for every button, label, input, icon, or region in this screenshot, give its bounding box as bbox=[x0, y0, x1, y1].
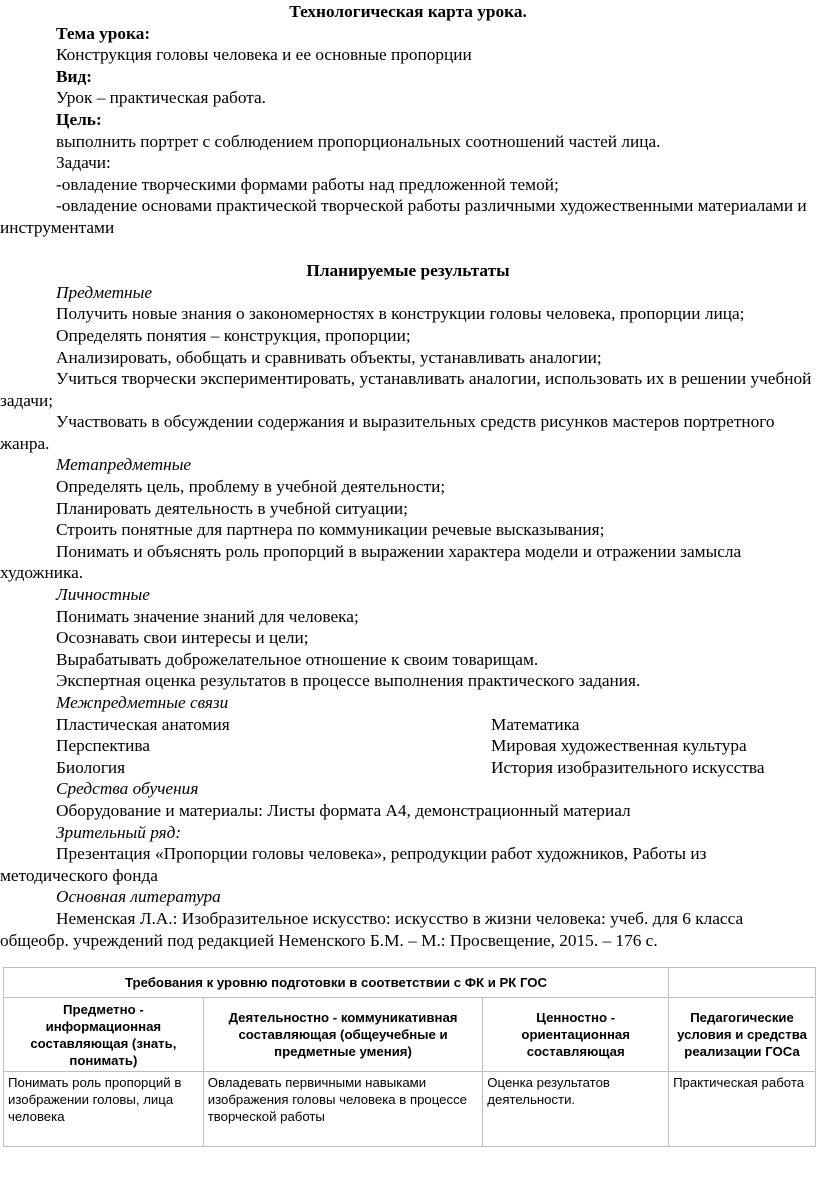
meta-item: Строить понятные для партнера по коммуникации речевые высказывания; bbox=[56, 520, 605, 540]
inter-row bbox=[0, 714, 816, 736]
inter-left-item: Перспектива bbox=[56, 736, 150, 756]
table-cell: Практическая работа bbox=[669, 1072, 816, 1147]
table-header-empty bbox=[669, 968, 816, 998]
subject-item: Определять понятия – конструкция, пропорции; bbox=[56, 325, 411, 345]
means-text: Оборудование и материалы: Листы формата А4, демонстрационный материал bbox=[56, 800, 631, 820]
subject-item: Учиться творчески экспериментировать, устанавливать аналогии, использовать их в решении учебной задачи; bbox=[0, 369, 812, 410]
inter-row bbox=[0, 757, 816, 779]
table-row bbox=[4, 1072, 816, 1147]
subject-item: Участвовать в обсуждении содержания и выразительных средств рисунков мастеров портретного жанра. bbox=[0, 412, 775, 453]
literature-text: Неменская Л.А.: Изобразительное искусство: искусство в жизни человека: учеб. для 6 класса общеобр. учреждений под редакцией Неменского Б.М. – М.: Просвещение, 2015. – 176 с. bbox=[0, 908, 744, 950]
means-label: Средства обучения bbox=[56, 779, 199, 799]
inter-right-item: История изобразительного искусства bbox=[491, 757, 765, 777]
personal-label: Личностные bbox=[56, 585, 150, 605]
document-title: Технологическая карта урока. bbox=[289, 2, 527, 21]
type-text: Урок – практическая работа. bbox=[56, 88, 267, 108]
goal-text: выполнить портрет с соблюдением пропорциональных соотношений частей лица. bbox=[56, 131, 661, 151]
meta-item: Планировать деятельность в учебной ситуации; bbox=[56, 498, 408, 518]
results-title: Планируемые результаты bbox=[306, 261, 510, 281]
subject-item: Анализировать, обобщать и сравнивать объекты, устанавливать аналогии; bbox=[56, 347, 602, 367]
column-header: Деятельностно - коммуникативная составляющая (общеучебные и предметные умения) bbox=[203, 998, 483, 1072]
column-header: Ценностно - ориентационная составляющая bbox=[483, 998, 669, 1072]
table-cell: Овладевать первичными навыками изображения головы человека в процессе творческой работы bbox=[203, 1072, 483, 1147]
inter-right-item: Математика bbox=[491, 714, 580, 734]
column-header: Предметно - информационная составляющая (знать, понимать) bbox=[4, 998, 204, 1072]
table-header: Требования к уровню подготовки в соответствии с ФК и РК ГОС bbox=[4, 968, 669, 998]
personal-item: Понимать значение знаний для человека; bbox=[56, 606, 359, 626]
meta-item: Определять цель, проблему в учебной деятельности; bbox=[56, 477, 446, 497]
task-item: -овладение основами практической творческой работы различными художественными материалами и инструментами bbox=[0, 196, 807, 237]
meta-label: Метапредметные bbox=[56, 455, 192, 475]
inter-left-item: Биология bbox=[56, 757, 126, 777]
type-label: Вид: bbox=[56, 66, 92, 86]
topic-text: Конструкция головы человека и ее основные пропорции bbox=[56, 45, 472, 65]
task-item: -овладение творческими формами работы над предложенной темой; bbox=[56, 174, 559, 194]
personal-item: Экспертная оценка результатов в процессе выполнения практического задания. bbox=[56, 671, 641, 691]
meta-item: Понимать и объяснять роль пропорций в выражении характера модели и отражении замысла художника. bbox=[0, 541, 742, 583]
visual-label: Зрительный ряд: bbox=[56, 822, 182, 842]
requirements-table bbox=[3, 967, 816, 1147]
inter-label: Межпредметные связи bbox=[56, 693, 229, 712]
subject-label: Предметные bbox=[56, 282, 153, 302]
personal-item: Вырабатывать доброжелательное отношение к своим товарищам. bbox=[56, 649, 539, 669]
personal-item: Осознавать свои интересы и цели; bbox=[56, 628, 309, 648]
visual-text: Презентация «Пропорции головы человека», репродукции работ художников, Работы из методического фонда bbox=[0, 844, 707, 885]
literature-label: Основная литература bbox=[56, 887, 221, 907]
subject-item: Получить новые знания о закономерностях в конструкции головы человека, пропорции лица; bbox=[56, 304, 745, 324]
table-cell: Оценка результатов деятельности. bbox=[483, 1072, 669, 1147]
table-cell: Понимать роль пропорций в изображении головы, лица человека bbox=[4, 1072, 204, 1147]
inter-right-item: Мировая художественная культура bbox=[491, 736, 747, 756]
tasks-label: Задачи: bbox=[56, 153, 111, 173]
inter-row bbox=[0, 735, 816, 757]
topic-label: Тема урока: bbox=[56, 23, 151, 43]
goal-label: Цель: bbox=[56, 109, 102, 129]
column-header: Педагогические условия и средства реализации ГОСа bbox=[669, 998, 816, 1072]
inter-left-item: Пластическая анатомия bbox=[56, 714, 230, 734]
